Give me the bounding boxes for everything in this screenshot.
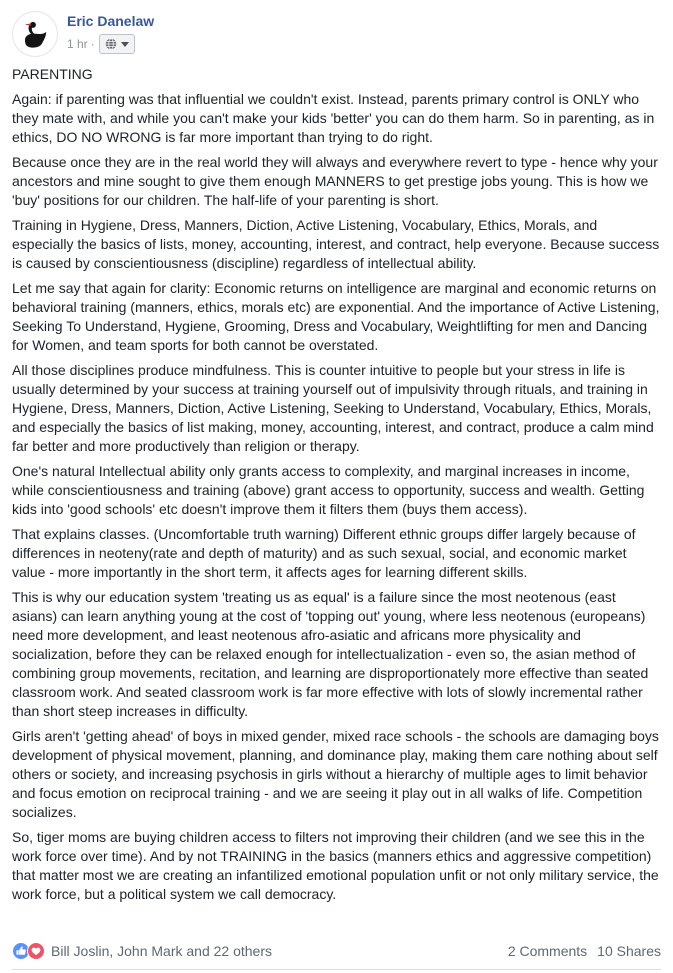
post-paragraph: That explains classes. (Uncomfortable truth warning) Different ethnic groups differ largely because of differences in neoteny(rate and depth of maturity) and as such sexual, social, and economic market value - more importantly in the short term, it affects ages for learning different skills. (12, 526, 640, 580)
post-paragraph: All those disciplines produce mindfulness. This is counter intuitive to people but your stress in life is usually determined by your success at training yourself out of impulsivity through rituals, and training in Hygiene, Dress, Manners, Diction, Active Listening, Seeking to Understand, Vocabulary, Ethics, Morals, and especially the basics of list making, money, accounting, interest, and contract, produce a calm mind far better and more productively than religion or therapy. (12, 362, 658, 454)
love-icon[interactable] (27, 942, 45, 960)
reaction-icons[interactable] (12, 942, 45, 960)
header-info (67, 11, 154, 54)
post-paragraph: One's natural Intellectual ability only grants access to complexity, and marginal increases in income, while conscientiousness and training (above) grant access to opportunity, success and wealth. Getting kids into 'good schools' etc doesn't improve them it filters them (buys them access). (12, 463, 649, 517)
author-name-link[interactable]: Eric Danelaw (67, 13, 155, 29)
post-paragraph: Girls aren't 'getting ahead' of boys in mixed gender, mixed race schools - the schools are damaging boys development of physical movement, planning, and dominance play, making them care nothing about self others or society, and increasing psychosis in girls without a hierarchy of multiple ages to limit behavior and focus emotion on reciprocal training - and we are seeing it play out in all walks of life. Competition socializes. (12, 728, 663, 820)
post-paragraph: Again: if parenting was that influential we couldn't exist. Instead, parents primary control is ONLY who they mate with, and while you can't make your kids 'better' you can do them harm. So in parenting, as in ethics, DO NO WRONG is far more important than trying to do right. (12, 91, 659, 145)
avatar[interactable] (12, 11, 58, 57)
meta-separator: · (90, 37, 95, 51)
privacy-selector-button[interactable] (99, 34, 135, 54)
reactions-summary-text[interactable]: Bill Joslin, John Mark and 22 others (51, 943, 272, 959)
timestamp-link[interactable]: 1 hr (67, 37, 88, 51)
footer-divider (12, 969, 661, 973)
post-paragraph: Let me say that again for clarity: Economic returns on intelligence are marginal and economic returns on behavioral training (manners, ethics, morals etc) are exponential. And the importance of Active Listening, Seeking To Understand, Hygiene, Grooming, Dress and Vocabulary, Weightlifting for men and Dancing for Women, and team sports for both cannot be overstated. (12, 280, 664, 353)
caret-down-icon (121, 42, 129, 47)
comments-count-link[interactable]: 2 Comments (507, 943, 588, 959)
post-paragraph: This is why our education system 'treating us as equal' is a failure since the most neotenous (east asians) can learn anything young at the cost of 'topping out' young, where less neotenous (europeans) need more development, and least neotenous afro-asiatic and africans more physicality and socialization, before they can be relaxed enough for intellectualization - even so, the asian method of combining group movements, recitation, and learning are disproportionately more effective than seated classroom work. And seated classroom work is far more effective with lots of slowly incremental rather than short steep increases in difficulty. (12, 589, 653, 719)
black-swan-avatar-icon (15, 14, 55, 54)
engagement-summary-row (0, 934, 673, 969)
reactions-summary[interactable] (12, 942, 272, 960)
post-paragraph: So, tiger moms are buying children access to filters not improving their children (and we see this in the work force over time). And by not TRAINING in the basics (manners ethics and aggressive competition) that matter most we are creating an infantilized emotional population unfit or not only military service, the work force, but a political system we call democracy. (12, 829, 663, 902)
counts (508, 943, 661, 959)
shares-count-link[interactable]: 10 Shares (597, 943, 661, 959)
post-paragraph: Because once they are in the real world they will always and everywhere revert to type - hence why your ancestors and mine sought to give them enough MANNERS to get prestige jobs young. This is how we 'buy' positions for our children. The half-life of your parenting is short. (12, 154, 662, 208)
post-meta-row (67, 34, 154, 54)
post-paragraph: PARENTING (12, 66, 93, 82)
post-paragraph: Training in Hygiene, Dress, Manners, Diction, Active Listening, Vocabulary, Ethics, Morals, and especially the basics of lists, money, accounting, interest, and contract, help everyone. Because success is caused by conscientiousness (discipline) regardless of intellectual ability. (12, 217, 664, 271)
post-header (0, 0, 673, 63)
globe-icon (105, 38, 117, 50)
post-text (0, 63, 673, 934)
post-footer (0, 934, 673, 973)
